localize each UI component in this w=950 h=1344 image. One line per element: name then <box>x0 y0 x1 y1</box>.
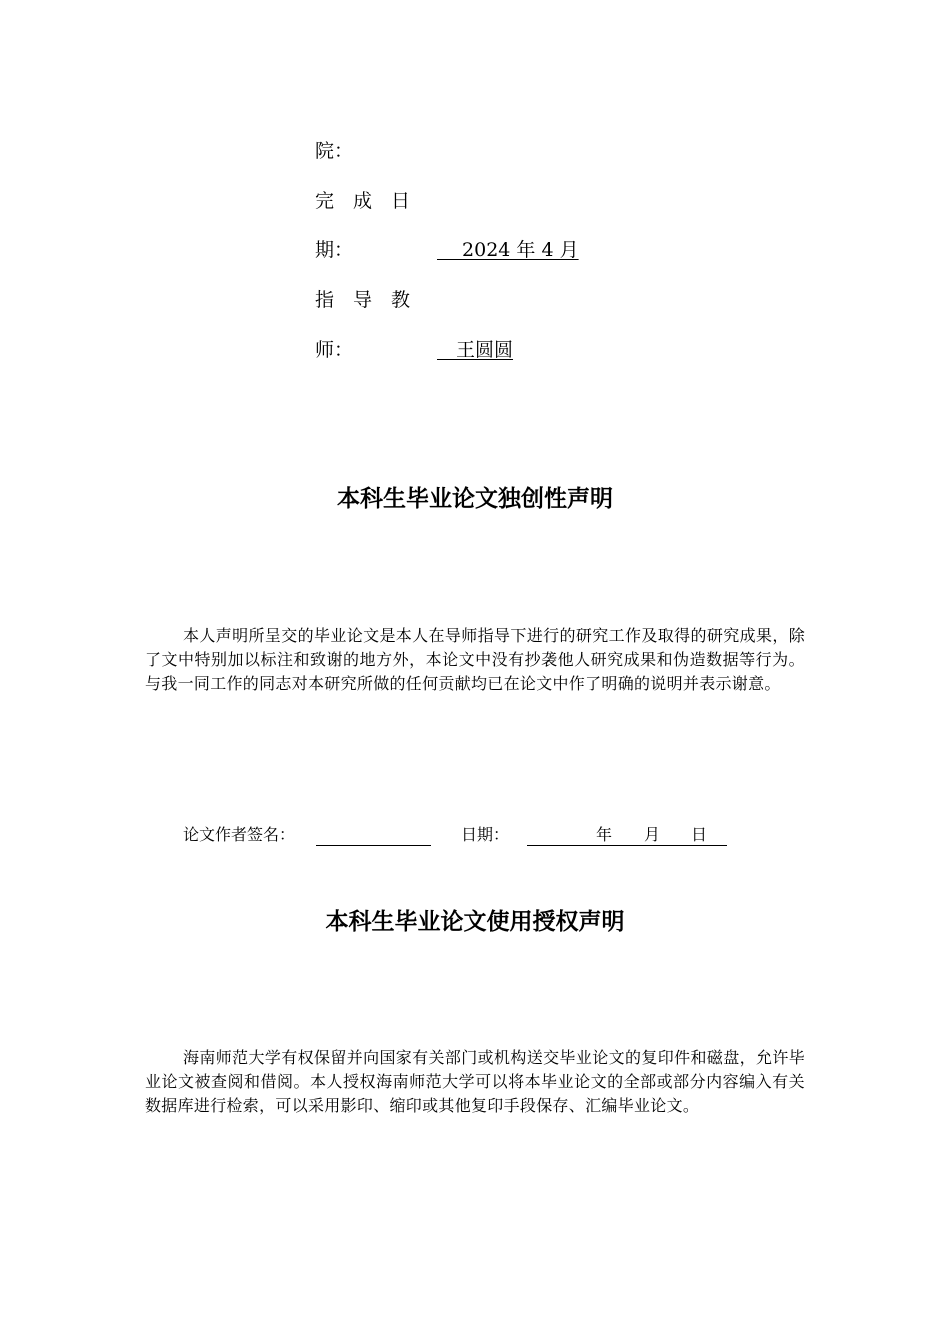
signature-date-label: 日期： <box>461 825 510 844</box>
originality-declaration-title: 本科生毕业论文独创性声明 <box>337 486 613 512</box>
advisor-name-value: 王圆圆 <box>437 339 514 361</box>
originality-declaration-body: 本人声明所呈交的毕业论文是本人在导师指导下进行的研究工作及取得的研究成果，除了文中特别加以标注和致谢的地方外，本论文中没有抄袭他人研究成果和伪造数据等行为。与我一同工作的同志对本研究所做的任何贡献均已在论文中作了明确的说明并表示谢意。 <box>145 626 805 693</box>
advisor-label-line2: 师： <box>315 339 354 361</box>
completion-date-value: 2024 年 4 月 <box>437 239 579 261</box>
author-signature-line[interactable] <box>316 845 431 846</box>
college-label: 院： <box>315 140 354 162</box>
advisor-label-line1: 指 导 教 <box>315 289 411 311</box>
completion-date-label-line1: 完 成 日 <box>315 190 411 212</box>
authorization-declaration-body: 海南师范大学有权保留并向国家有关部门或机构送交毕业论文的复印件和磁盘，允许毕业论文被查阅和借阅。本人授权海南师范大学可以将本毕业论文的全部或部分内容编入有关数据库进行检索，可以采用影印、缩印或其他复印手段保存、汇编毕业论文。 <box>145 1048 805 1115</box>
author-signature-label: 论文作者签名： <box>183 825 296 844</box>
authorization-declaration-title: 本科生毕业论文使用授权声明 <box>325 909 625 935</box>
date-day-label: 日 <box>691 825 708 844</box>
date-month-label: 月 <box>644 825 661 844</box>
date-year-label: 年 <box>596 825 613 844</box>
completion-date-label-line2: 期： <box>315 239 354 261</box>
